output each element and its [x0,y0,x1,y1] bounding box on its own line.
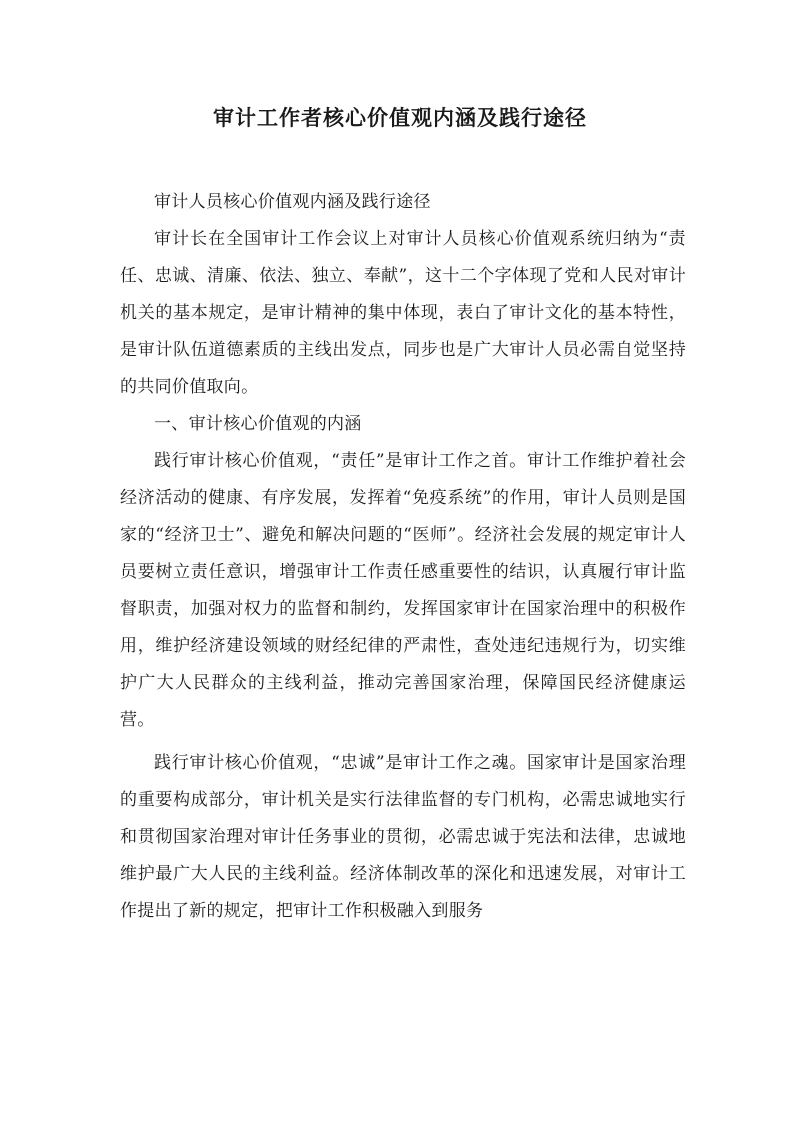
document-body [120,184,686,930]
paragraph-subtitle: 审计人员核心价值观内涵及践行途径 [154,192,431,212]
section-heading: 一、审计核心价值观的内涵 [154,414,362,434]
paragraph-responsibility: 践行审计核心价值观，“责任”是审计工作之首。审计工作维护着社会经济活动的健康、有序发展，发挥着“免疫系统”的作用，审计人员则是国家的“经济卫士”、避免和解决问题的“医师”。经济社会发展的规定审计人员要树立责任意识，增强审计工作责任感重要性的结识，认真履行审计监督职责，加强对权力的监督和制约，发挥国家审计在国家治理中的积极作用，维护经济建设领域的财经纪律的严肃性，查处违纪违规行为，切实维护广大人民群众的主线利益，推动完善国家治理，保障国民经济健康运营。 [120,451,686,730]
paragraph-intro: 审计长在全国审计工作会议上对审计人员核心价值观系统归纳为“责任、忠诚、清廉、依法、独立、奉献”，这十二个字体现了党和人民对审计机关的基本规定，是审计精神的集中体现，表白了审计文化的基本特性，是审计队伍道德素质的主线出发点，同步也是广大审计人员必需自觉坚持的共同价值取向。 [120,229,686,397]
document-title: 审计工作者核心价值观内涵及践行途径 [213,105,587,130]
paragraph-loyalty: 践行审计核心价值观，“忠诚”是审计工作之魂。国家审计是国家治理的重要构成部分，审计机关是实行法律监督的专门机构，必需忠诚地实行和贯彻国家治理对审计任务事业的贯彻，必需忠诚于宪法和法律，忠诚地维护最广大人民的主线利益。经济体制改革的深化和迅速发展，对审计工作提出了新的规定，把审计工作积极融入到服务 [120,753,686,921]
